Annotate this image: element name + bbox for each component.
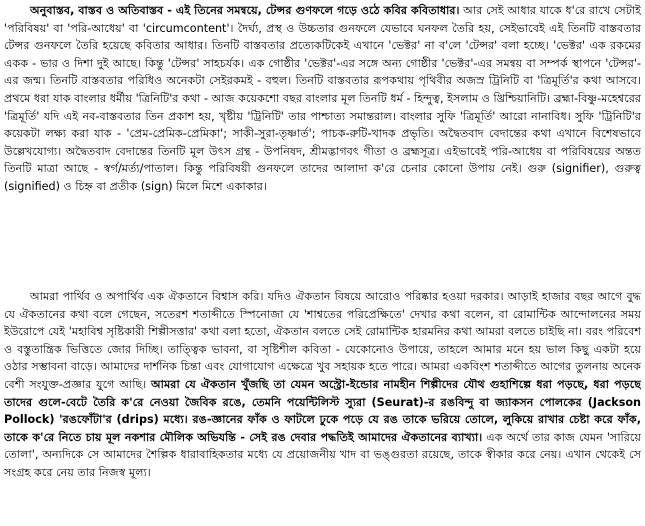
paragraph-lead-bold: অনুবাস্তব, বাস্তব ও অতিবাস্তব - এই তিনের সমন্বয়ে, টেন্সর গুণফলে গড়ে ওঠে কবির কবিতাধার। [30,4,460,17]
paragraph-circumcontent [4,2,641,267]
paragraph-bold-passage: আমরা যে ঐকতান খুঁজছি তা যেমন অস্ট্রো-ইন্ডোর নামহীন শিল্পীদের যৌথ গুহাশিল্পে ধরা পড়ছে, ধরা পড়ছে তাদের গুলে-বেটে তৈরি ক'রে নেওয়া জৈবিক রঙে, তেমনি পয়েন্টিলিস্ট স্যুরা (Seurat)-র রঙবিন্দু বা জ্যাকসন পোলকের (Jackson Pollock) 'রঙফোঁটা'র (drips) মধ্যে। রঙ-জ্ঞানের ফাঁক ও ফাটলে ঢুকে পড়ে যে রঙ তাকে ভরিয়ে তোলে, লুকিয়ে রাখার চেষ্টা করে ফাঁক, তাকে ক'রে নিতে চায় মূল নকশার মৌলিক অভিযন্তি - সেই রঙ দেবার পদ্ধতিই আমাদের ঐকতানের ব্যাখ্যা। [4,377,641,444]
paragraph-body: আর সেই আধার যাকে ধ'রে রাখে সেটাই 'পরিবিষয়' বা 'পরি-আধেয়' বা 'circumcontent'। দৈর্ঘ্য, প্রস্থ ও উচ্চতার গুনফলে যেভাবে ঘনফল তৈরি হয়, সেইভাবেই এই তিনটি বাস্তবতার টেন্সর গুনফলে তৈরি হয়েছে কবিতার আধার। তিনটি বাস্তবতার প্রত্যেকটিকেই এখানে 'ভেক্টর' না ব'লে 'টেন্সর' বলা হচ্ছে। 'ভেক্টর' এক রকমের একক - ভার ও দিশা দুই আছে। কিন্তু 'টেন্সর' সাহচর্যক। এক গোষ্ঠীর 'ভেক্টর'-এর সঙ্গে অন্য গোষ্ঠীর 'ভেক্টর'-এর সমন্বয় বা সম্পর্ক স্থাপনে 'টেন্সর'-এর জন্ম। তিনটি বাস্তবতার পরিধিও অনেকটা সেইরকমই - বহুল। তিনটি বাস্তবতার রূপকথায় পৃথিবীর অজস্র ট্রিনিটি বা 'ত্রিমূর্তি'র কথা আসবে। প্রথমে ধরা যাক বাংলার ধর্মীয় 'ত্রিনিটি'র কথা - আজ কয়েকশো বছর বাংলার মূল তিনটি ধর্ম - হিন্দুত্ব, ইসলাম ও খ্রিশ্চিয়ানিটি। ব্রহ্মা-বিষ্ণু-মহেশ্বরের 'ত্রিমূর্তি' যদি এই নব-বাস্তবতার তিন প্রকাশ হয়, খৃষ্টীয় 'ট্রিনিটি' তার পাশ্চাত্য সমান্তরাল। বাংলার সুফি 'ত্রিমূর্তি' আরো নানাবিধ। সুফি 'ট্রিনিটি'র কয়েকটা লক্ষ্য করা যাক - 'প্রেম-প্রেমিক-প্রেমিকা'; সাকী-সুরা-তৃষ্ণার্ত'; পাচক-রুটি-খাদক প্রভৃতি। অদ্বৈতবাদ বেদান্তের কথা এখানে বিশেষভাবে উল্লেখযোগ্য। অদ্বৈতবাদ বেদান্তের তিনটি মূল উৎস গ্রন্থ - উপনিষদ, শ্রীমদ্ভাগবৎ গীতা ও ব্রহ্মসূত্র। এইভাবেই পরি-আধেয় বা পরিবিষয়ের অন্তত তিনটি মাত্রা আছে - স্বর্গ/মর্ত্য/পাতাল। কিন্তু পরিবিষয়ী গুনফলে তাদের আলাদা ক'রে চেনার কোনো উপায় নেই। গুরু (signifier), গুরুত্ব (signified) ও চিহ্ন বা প্রতীক (sign) মিলে মিশে একাকার। [4,4,641,193]
document-page [4,2,641,524]
paragraph-body-after: এক অর্থে তার কাজ যেমন 'সারিয়ে তোলা', অন্যদিকে সে আমাদের শৈল্পিক ধারাবাহিকতার মধ্যে যে প্রয়োজনীয় খাদ বা ভঙ্গুরতা রয়েছে, তাকে স্বীকার করে নেয়। এখান থেকেই সে সংগ্রহ করে নেয় তার নিজস্ব মূল্য। [4,430,641,479]
paragraph-harmony [4,288,641,524]
paragraph-body: আমরা পার্থিব ও অপার্থিব এক ঐকতানে বিশ্বাস করি। যদিও ঐকতান বিষয়ে আরোও পরিষ্কার হওয়া দরকার। আড়াই হাজার বছর আগে বুদ্ধ যে ঐকতানের কথা বলে গেছেন, সতেরশ শতাব্দীতে স্পিনোজা যে 'শাশ্বতের পরিপ্রেক্ষিতে' দেখার কথা বলেন, বা রোমান্টিক আন্দোলনের সময় ইউরোপে যেই 'মহাবিশ্ব সৃষ্টিকারী শিল্পীসত্তার' কথা বলা হতো, ঐকতান বলতে সেই রোমান্টিক হারমনির কথা আমরা বলতে চাইছি না। বরং পরিবেশ ও বস্তুতান্ত্রিক ভিত্তিতে জোর দিচ্ছি। তাত্ত্বিক ভাবনা, বা সৃষ্টিশীল কবিতা - যেকোনোও উপায়ে, তাহলে আমার মনে হয় ভাল কিছু একটা হয়ে ওঠার সম্ভাবনা বাড়ে। আমাদের দার্শনিক চিন্তা এবং যোগাযোগ এক্ষেত্রে খুব সহায়ক হতে পারে। আমরা একবিংশ শতাব্দীতে আগের তুলনায় অনেক বেশী সংযুক্ত-প্রজ্ঞার যুগে আছি। [4,290,641,391]
